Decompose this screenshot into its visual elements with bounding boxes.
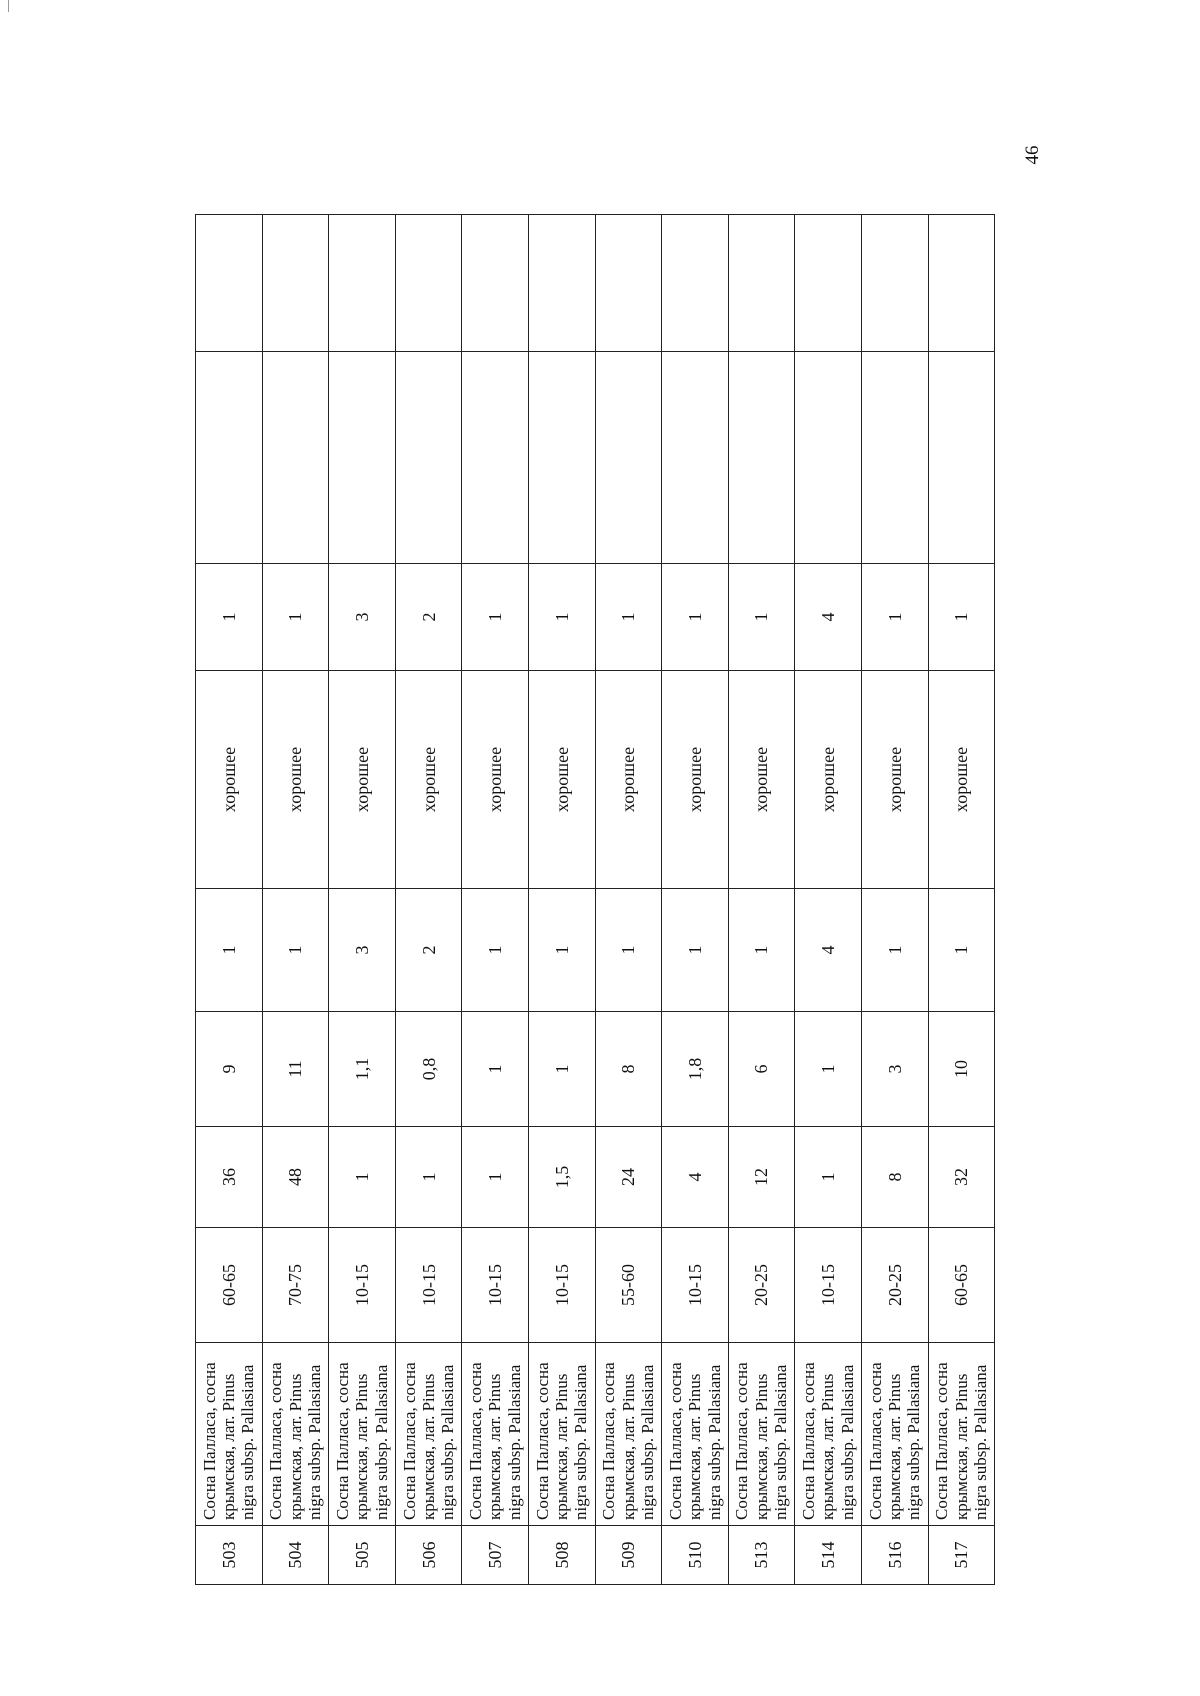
cell-id: 508 (528, 1526, 595, 1585)
cell-age: 70-75 (262, 1228, 329, 1343)
cell-condition: хорошее (595, 671, 662, 889)
cell-extra1 (728, 352, 795, 564)
cell-count: 1 (662, 889, 729, 1012)
species-line: nigra subsp. Pallasiana (771, 1364, 791, 1520)
cell-age: 55-60 (595, 1228, 662, 1343)
species-line: крымская, лат. Pinus (219, 1373, 239, 1520)
cell-extra1 (795, 352, 862, 564)
table-row (196, 215, 263, 1585)
species-line: nigra subsp. Pallasiana (971, 1364, 991, 1520)
cell-age: 60-65 (196, 1228, 263, 1343)
cell-species (329, 1343, 396, 1526)
cell-id: 509 (595, 1526, 662, 1585)
cell-height: 8 (861, 1127, 928, 1228)
cell-height: 32 (928, 1127, 995, 1228)
cell-height: 4 (662, 1127, 729, 1228)
cell-condition: хорошее (262, 671, 329, 889)
cell-extra1 (861, 352, 928, 564)
cell-species (196, 1343, 263, 1526)
cell-height: 12 (728, 1127, 795, 1228)
cell-condition: хорошее (928, 671, 995, 889)
cell-species (662, 1343, 729, 1526)
cell-extra2 (462, 215, 529, 352)
cell-count: 4 (795, 889, 862, 1012)
cell-condition: хорошее (662, 671, 729, 889)
cell-extra1 (329, 352, 396, 564)
cell-id: 510 (662, 1526, 729, 1585)
species-line: Сосна Палласа, сосна (399, 1362, 419, 1520)
cell-age: 20-25 (861, 1228, 928, 1343)
cell-species (262, 1343, 329, 1526)
cell-count: 1 (728, 889, 795, 1012)
cell-extra2 (728, 215, 795, 352)
cell-condition: хорошее (395, 671, 462, 889)
cell-species (595, 1343, 662, 1526)
cell-height: 36 (196, 1127, 263, 1228)
cell-qty: 1 (528, 564, 595, 671)
cell-height: 1,5 (528, 1127, 595, 1228)
species-line: nigra subsp. Pallasiana (504, 1364, 524, 1520)
cell-condition: хорошее (728, 671, 795, 889)
cell-qty: 3 (329, 564, 396, 671)
table-row (528, 215, 595, 1585)
species-line: Сосна Палласа, сосна (599, 1362, 619, 1520)
species-line: Сосна Палласа, сосна (799, 1362, 819, 1520)
cell-condition: хорошее (329, 671, 396, 889)
cell-height: 1 (795, 1127, 862, 1228)
scan-edge-mark (8, 0, 9, 12)
cell-diameter: 9 (196, 1012, 263, 1127)
cell-qty: 1 (595, 564, 662, 671)
species-line: Сосна Палласа, сосна (266, 1362, 286, 1520)
species-line: крымская, лат. Pinus (751, 1373, 771, 1520)
cell-condition: хорошее (861, 671, 928, 889)
species-line: Сосна Палласа, сосна (932, 1362, 952, 1520)
cell-age: 10-15 (462, 1228, 529, 1343)
cell-extra1 (662, 352, 729, 564)
species-line: крымская, лат. Pinus (552, 1373, 572, 1520)
table-container (195, 215, 995, 1585)
cell-extra2 (662, 215, 729, 352)
cell-diameter: 6 (728, 1012, 795, 1127)
species-line: крымская, лат. Pinus (618, 1373, 638, 1520)
rotated-table (195, 215, 995, 1585)
cell-age: 60-65 (928, 1228, 995, 1343)
cell-qty: 1 (728, 564, 795, 671)
cell-extra2 (595, 215, 662, 352)
cell-condition: хорошее (528, 671, 595, 889)
cell-qty: 2 (395, 564, 462, 671)
cell-count: 1 (928, 889, 995, 1012)
table-row (595, 215, 662, 1585)
cell-qty: 1 (462, 564, 529, 671)
species-line: крымская, лат. Pinus (685, 1373, 705, 1520)
species-line: Сосна Палласа, сосна (732, 1362, 752, 1520)
species-line: nigra subsp. Pallasiana (837, 1364, 857, 1520)
cell-extra1 (196, 352, 263, 564)
cell-qty: 1 (196, 564, 263, 671)
cell-id: 516 (861, 1526, 928, 1585)
table-row (262, 215, 329, 1585)
cell-species (528, 1343, 595, 1526)
cell-extra2 (795, 215, 862, 352)
species-line: nigra subsp. Pallasiana (638, 1364, 658, 1520)
species-line: крымская, лат. Pinus (951, 1373, 971, 1520)
cell-diameter: 1,1 (329, 1012, 396, 1127)
cell-qty: 1 (861, 564, 928, 671)
cell-id: 517 (928, 1526, 995, 1585)
cell-count: 1 (262, 889, 329, 1012)
species-line: крымская, лат. Pinus (352, 1373, 372, 1520)
cell-qty: 1 (262, 564, 329, 671)
cell-species (462, 1343, 529, 1526)
cell-qty: 4 (795, 564, 862, 671)
species-line: Сосна Палласа, сосна (332, 1362, 352, 1520)
species-line: Сосна Палласа, сосна (532, 1362, 552, 1520)
cell-extra2 (928, 215, 995, 352)
species-line: nigra subsp. Pallasiana (704, 1364, 724, 1520)
cell-diameter: 0,8 (395, 1012, 462, 1127)
cell-extra1 (395, 352, 462, 564)
cell-count: 3 (329, 889, 396, 1012)
cell-height: 1 (395, 1127, 462, 1228)
table-row (728, 215, 795, 1585)
cell-count: 2 (395, 889, 462, 1012)
cell-qty: 1 (928, 564, 995, 671)
table-row (861, 215, 928, 1585)
cell-age: 10-15 (795, 1228, 862, 1343)
cell-height: 24 (595, 1127, 662, 1228)
species-line: крымская, лат. Pinus (818, 1373, 838, 1520)
cell-extra2 (395, 215, 462, 352)
cell-extra2 (262, 215, 329, 352)
cell-id: 507 (462, 1526, 529, 1585)
table-row (928, 215, 995, 1585)
species-line: nigra subsp. Pallasiana (238, 1364, 258, 1520)
cell-extra2 (196, 215, 263, 352)
cell-age: 10-15 (662, 1228, 729, 1343)
cell-diameter: 1 (795, 1012, 862, 1127)
cell-condition: хорошее (795, 671, 862, 889)
cell-species (395, 1343, 462, 1526)
page-number: 46 (1022, 145, 1043, 165)
cell-species (861, 1343, 928, 1526)
cell-diameter: 8 (595, 1012, 662, 1127)
cell-extra1 (528, 352, 595, 564)
cell-id: 504 (262, 1526, 329, 1585)
cell-extra2 (329, 215, 396, 352)
cell-count: 1 (462, 889, 529, 1012)
cell-count: 1 (595, 889, 662, 1012)
cell-count: 1 (861, 889, 928, 1012)
species-line: nigra subsp. Pallasiana (571, 1364, 591, 1520)
cell-age: 10-15 (528, 1228, 595, 1343)
species-line: nigra subsp. Pallasiana (904, 1364, 924, 1520)
cell-extra1 (928, 352, 995, 564)
tree-inventory-table (195, 214, 995, 1585)
cell-id: 514 (795, 1526, 862, 1585)
species-line: крымская, лат. Pinus (418, 1373, 438, 1520)
cell-extra1 (262, 352, 329, 564)
species-line: крымская, лат. Pinus (485, 1373, 505, 1520)
cell-extra1 (462, 352, 529, 564)
cell-id: 506 (395, 1526, 462, 1585)
species-line: Сосна Палласа, сосна (665, 1362, 685, 1520)
cell-id: 505 (329, 1526, 396, 1585)
cell-diameter: 10 (928, 1012, 995, 1127)
cell-height: 1 (462, 1127, 529, 1228)
species-line: Сосна Палласа, сосна (199, 1362, 219, 1520)
cell-age: 10-15 (395, 1228, 462, 1343)
cell-species (728, 1343, 795, 1526)
cell-species (928, 1343, 995, 1526)
cell-condition: хорошее (196, 671, 263, 889)
cell-age: 10-15 (329, 1228, 396, 1343)
cell-extra2 (528, 215, 595, 352)
cell-diameter: 3 (861, 1012, 928, 1127)
cell-diameter: 1 (528, 1012, 595, 1127)
table-row (329, 215, 396, 1585)
cell-count: 1 (528, 889, 595, 1012)
table-row (795, 215, 862, 1585)
cell-extra2 (861, 215, 928, 352)
species-line: nigra subsp. Pallasiana (371, 1364, 391, 1520)
cell-age: 20-25 (728, 1228, 795, 1343)
cell-count: 1 (196, 889, 263, 1012)
cell-species (795, 1343, 862, 1526)
cell-id: 503 (196, 1526, 263, 1585)
cell-condition: хорошее (462, 671, 529, 889)
species-line: nigra subsp. Pallasiana (305, 1364, 325, 1520)
species-line: Сосна Палласа, сосна (865, 1362, 885, 1520)
cell-extra1 (595, 352, 662, 564)
cell-diameter: 1 (462, 1012, 529, 1127)
table-row (662, 215, 729, 1585)
species-line: nigra subsp. Pallasiana (438, 1364, 458, 1520)
table-row (462, 215, 529, 1585)
cell-diameter: 1,8 (662, 1012, 729, 1127)
table-row (395, 215, 462, 1585)
cell-qty: 1 (662, 564, 729, 671)
cell-height: 48 (262, 1127, 329, 1228)
cell-diameter: 11 (262, 1012, 329, 1127)
species-line: крымская, лат. Pinus (285, 1373, 305, 1520)
species-line: крымская, лат. Pinus (885, 1373, 905, 1520)
cell-id: 513 (728, 1526, 795, 1585)
species-line: Сосна Палласа, сосна (466, 1362, 486, 1520)
cell-height: 1 (329, 1127, 396, 1228)
